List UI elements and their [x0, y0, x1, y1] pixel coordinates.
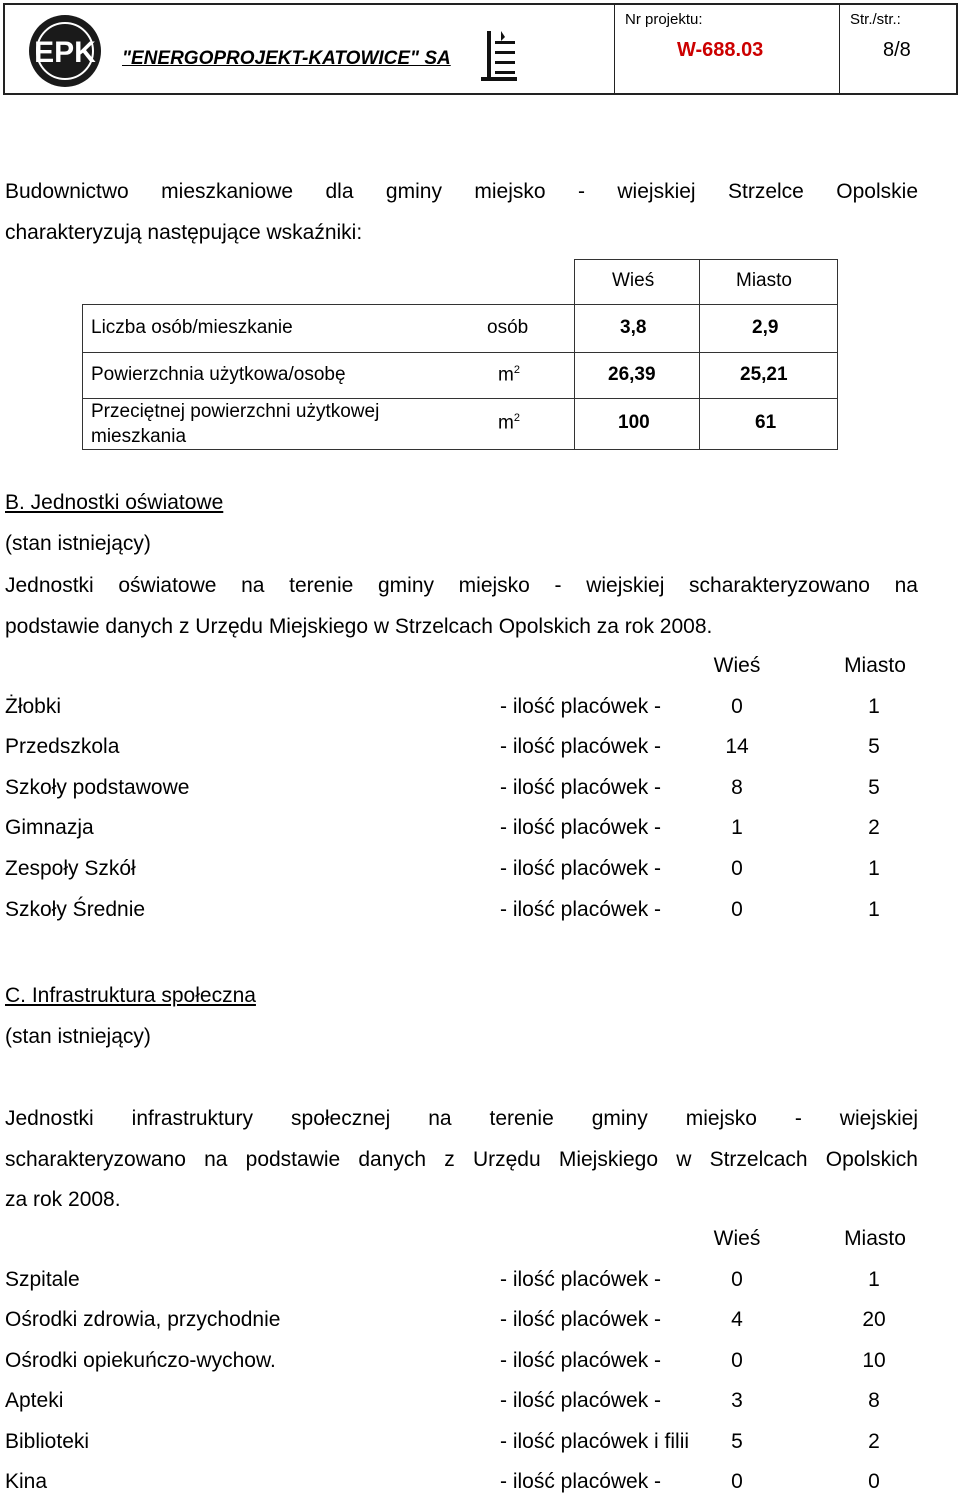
list-item: Ośrodki opiekuńczo-wychow. - ilość placówek - 0 10	[5, 1349, 886, 1372]
section-c-subtitle: (stan istniejący)	[5, 1025, 151, 1048]
section-c-para-line-1: Jednostki infrastruktury społecznej na terenie gminy miejsko - wiejskiej	[5, 1107, 918, 1130]
housing-row-1-label: Liczba osób/mieszkanie	[91, 317, 293, 338]
epk-logo-icon	[21, 13, 109, 89]
section-c-column-headers	[0, 1227, 960, 1267]
building-emblem-icon	[479, 27, 521, 85]
section-b-col-wies: Wieś	[713, 654, 761, 677]
housing-row-3-wies: 100	[618, 412, 650, 433]
section-b-para-line-2: podstawie danych z Urzędu Miejskiego w Strzelcach Opolskich za rok 2008.	[5, 614, 713, 638]
list-item: Biblioteki - ilość placówek i filii 5 2	[5, 1430, 880, 1453]
section-b-column-headers	[0, 654, 960, 694]
section-c-col-miasto: Miasto	[844, 1227, 906, 1250]
list-item: Gimnazja - ilość placówek - 1 2	[5, 816, 880, 839]
list-item: Kina - ilość placówek - 0 0	[5, 1470, 880, 1493]
housing-row-2-miasto: 25,21	[740, 364, 788, 385]
document-header	[3, 3, 958, 95]
housing-col-wies: Wieś	[612, 270, 655, 291]
page-value: 8/8	[883, 39, 911, 61]
list-item: Przedszkola - ilość placówek - 14 5	[5, 735, 880, 758]
list-item: Żłobki - ilość placówek - 0 1	[5, 695, 880, 718]
section-c-title: C. Infrastruktura społeczna	[5, 984, 256, 1007]
list-item: Ośrodki zdrowia, przychodnie - ilość placówek - 4 20	[5, 1308, 886, 1331]
logo-text: EPK	[34, 36, 96, 69]
housing-row-3-miasto: 61	[755, 412, 777, 433]
list-item: Apteki - ilość placówek - 3 8	[5, 1389, 880, 1412]
housing-col-miasto: Miasto	[736, 270, 792, 291]
housing-row-1-unit: osób	[487, 317, 529, 338]
company-name: "ENERGOPROJEKT-KATOWICE" SA	[122, 48, 451, 69]
housing-row-3-unit: $m^2$	[498, 412, 520, 434]
list-item: Szkoły Średnie - ilość placówek - 0 1	[5, 898, 880, 921]
intro-line-2: charakteryzują następujące wskaźniki:	[5, 220, 363, 244]
section-c-para-line-3: za rok 2008.	[5, 1188, 121, 1211]
intro-line-1: Budownictwo mieszkaniowe dla gminy miejsko - wiejskiej Strzelce Opolskie	[5, 180, 918, 203]
project-number-label: Nr projektu:	[625, 11, 703, 28]
list-item: Szkoły podstawowe - ilość placówek - 8 5	[5, 776, 880, 799]
section-b-paragraph	[5, 566, 918, 647]
section-b-subtitle: (stan istniejący)	[5, 532, 151, 555]
section-c-para-line-2: scharakteryzowano na podstawie danych z Urzędu Miejskiego w Strzelcach Opolskich	[5, 1147, 918, 1171]
section-b-para-line-1: Jednostki oświatowe na terenie gminy miejsko - wiejskiej scharakteryzowano na	[5, 574, 918, 597]
housing-row-2-label: Powierzchnia użytkowa/osobę	[91, 364, 346, 385]
section-c-col-wies: Wieś	[713, 1227, 761, 1250]
project-number-value: W-688.03	[677, 39, 764, 61]
section-b-title: B. Jednostki oświatowe	[5, 491, 224, 514]
housing-row-2-unit: $m^2$	[498, 364, 520, 386]
page-label: Str./str.:	[850, 11, 901, 28]
housing-row-1-wies: 3,8	[620, 317, 647, 338]
housing-row-2-wies: 26,39	[608, 364, 656, 385]
section-b-col-miasto: Miasto	[844, 654, 906, 677]
list-item: Zespoły Szkół - ilość placówek - 0 1	[5, 857, 880, 880]
intro-paragraph	[5, 172, 918, 253]
housing-row-1-miasto: 2,9	[752, 317, 779, 338]
housing-row-3-label: Przeciętnej powierzchni użytkowej mieszkania	[91, 401, 380, 447]
section-c-paragraph	[5, 1099, 918, 1221]
list-item: Szpitale - ilość placówek - 0 1	[5, 1268, 880, 1291]
